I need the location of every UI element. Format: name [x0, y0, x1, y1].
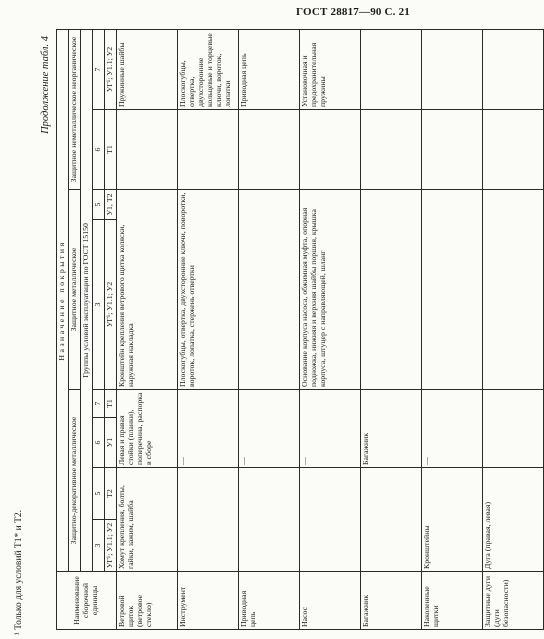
cell-g2b: [116, 110, 177, 190]
header-purpose: Назначение покрытия: [57, 29, 69, 571]
cell-g2a: Кронштейн крепления ветрового щитка коляски, наружная накладка: [116, 190, 177, 390]
cell-g2a: [360, 190, 421, 390]
cell-g2b: [482, 110, 543, 190]
table-row: [238, 29, 299, 629]
row-name: Инструмент: [177, 572, 238, 630]
header-group-2: Защитное металлическое: [68, 190, 80, 390]
climate-label: Т2: [104, 468, 116, 520]
cell-g3: [482, 29, 543, 109]
cell-g3: [421, 29, 482, 109]
header-row-2: [68, 29, 80, 629]
cell-g1b: —: [299, 390, 360, 468]
footnote: ¹ Только для условий Т1* и Т2.: [14, 509, 24, 635]
table-row: [177, 29, 238, 629]
cell-g3: Приводная цепь: [238, 29, 299, 109]
row-name: Защитные дуги (дуги безопасности): [482, 572, 543, 630]
climate-label: УГ¹; У1.1; У2: [104, 520, 116, 572]
cell-g1a: Кронштейны: [421, 468, 482, 572]
header-row-3: [80, 29, 92, 629]
cell-g1b: [482, 390, 543, 468]
climate-label: Т1: [104, 390, 116, 418]
page-header: ГОСТ 28817—90 С. 21: [296, 6, 410, 18]
cell-g2b: [299, 110, 360, 190]
cell-g1b: —: [421, 390, 482, 468]
cell-g2a: [482, 190, 543, 390]
cell-g1a: [360, 468, 421, 572]
rotated-table-area: [40, 30, 510, 630]
cell-g2b: [177, 110, 238, 190]
cell-g1a: Хомут крепления, болты, гайки, зажим, шайба: [116, 468, 177, 572]
table-row: [360, 29, 421, 629]
climate-label: Т1: [104, 110, 116, 190]
header-row-4: [92, 29, 104, 629]
row-name: Багажник: [360, 572, 421, 630]
cond-num: 6: [92, 418, 104, 468]
cell-g3: [360, 29, 421, 109]
cell-g2a: Плоскогубцы, отвертка, двухсторонние ключи, поворотки, вороток, лопатка, стержень отвертки: [177, 190, 238, 390]
cell-g1b: —: [238, 390, 299, 468]
row-name: Насос: [299, 572, 360, 630]
table-row: [116, 29, 177, 629]
cond-num: 6: [92, 110, 104, 190]
cell-g2b: [238, 110, 299, 190]
climate-label: У1, Т2: [104, 190, 116, 220]
cell-g2b: [360, 110, 421, 190]
cell-g1b: Левая и правая стойки (планки), поперечина, распорка в сборе: [116, 390, 177, 468]
row-name: Приводная цепь: [238, 572, 299, 630]
header-group-1: Защитно-декоративное металлическое: [68, 390, 80, 572]
cell-g1b: Багажник: [360, 390, 421, 468]
climate-label: УГ¹; У1.1; У2: [104, 220, 116, 390]
climate-label: У1: [104, 418, 116, 468]
rotated-content: [40, 30, 510, 630]
header-group-3: Защитное неметаллическое неорганическое: [68, 29, 80, 189]
cell-g3: Пружинные шайбы: [116, 29, 177, 109]
cell-g2a: [421, 190, 482, 390]
cell-g1a: [177, 468, 238, 572]
cell-g2a: [238, 190, 299, 390]
table-row: [421, 29, 482, 629]
cell-g1b: —: [177, 390, 238, 468]
coating-table: [56, 29, 544, 630]
row-name: Наколенные щитки: [421, 572, 482, 630]
cell-g1a: Дуга (правая, левая): [482, 468, 543, 572]
header-name-col: Наименование сборочной единицы: [57, 572, 117, 630]
climate-label: УГ¹; У1.1; У2: [104, 29, 116, 109]
table-row: [299, 29, 360, 629]
cond-num: 7: [92, 390, 104, 418]
row-name: Ветровой щиток (ветровое стекло): [116, 572, 177, 630]
cell-g1a: [238, 468, 299, 572]
cond-num: 3: [92, 520, 104, 572]
table-continuation-label: Продолжение табл. 4: [40, 36, 51, 134]
cell-g2a: Основание корпуса насоса, обжимная муфта, опорная подножка, нижняя и верхняя шайбы поршня, крышка корпуса, штуцер с направляющей, шланг: [299, 190, 360, 390]
cond-num: 5: [92, 190, 104, 220]
cell-g1a: [299, 468, 360, 572]
cell-g2b: [421, 110, 482, 190]
cell-g3: Установочная и предохранительная пружины: [299, 29, 360, 109]
cond-num: 5: [92, 468, 104, 520]
header-row-1: [57, 29, 69, 629]
cond-num: 7: [92, 29, 104, 109]
header-row-5: [104, 29, 116, 629]
header-groups-of-conditions: Группы условий эксплуатации по ГОСТ 15150: [80, 29, 92, 571]
cond-num: 3: [92, 220, 104, 390]
cell-g3: Плоскогубцы, отвертка, двухсторонние кольцевые и торцевые ключи, вороток, лопатки: [177, 29, 238, 109]
table-row: [482, 29, 543, 629]
